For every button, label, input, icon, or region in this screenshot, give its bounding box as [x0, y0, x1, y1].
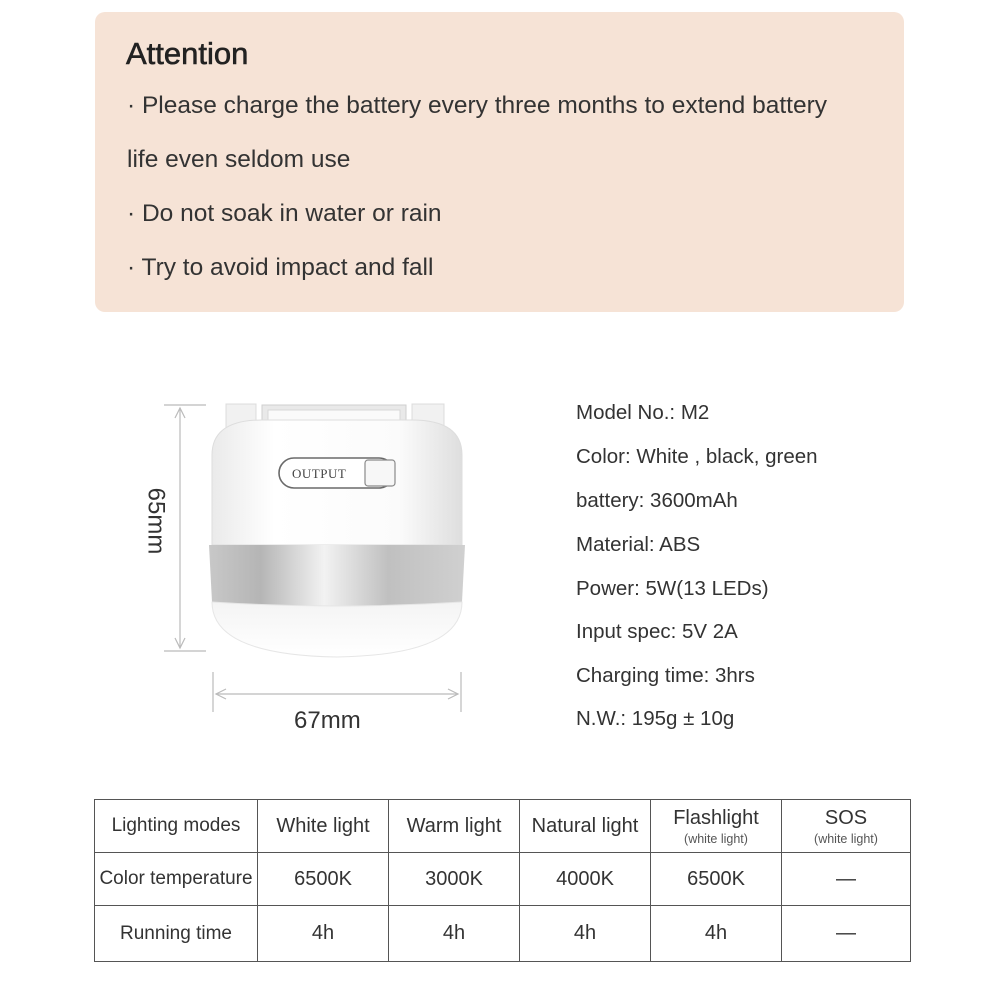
lamp-band: [209, 545, 465, 606]
lamp-dome: [212, 602, 462, 657]
mode-name: Natural light: [531, 814, 639, 837]
mode-note: (white light): [814, 831, 878, 846]
table-cell: —: [782, 906, 911, 962]
table-cell: 4h: [520, 906, 651, 962]
mode-cell: [258, 800, 389, 853]
height-label: 65mm: [142, 487, 170, 555]
mode-note: (white light): [684, 831, 748, 846]
spec-weight: N.W.: 195g ± 10g: [576, 707, 735, 730]
lighting-modes-table: [94, 799, 911, 962]
table-cell: 6500K: [258, 853, 389, 906]
row-label-running-time: Running time: [95, 906, 258, 962]
width-dimension-line: [213, 672, 461, 712]
spec-power: Power: 5W(13 LEDs): [576, 577, 769, 600]
table-cell: 4h: [651, 906, 782, 962]
table-cell: 4h: [389, 906, 520, 962]
mode-name: SOS: [824, 806, 868, 829]
table-cell: 3000K: [389, 853, 520, 906]
attention-line-1: · Please charge the battery every three months to extend battery: [127, 92, 827, 119]
spec-charging: Charging time: 3hrs: [576, 664, 755, 687]
row-label-lighting-modes: Lighting modes: [95, 800, 258, 853]
width-label: 67mm: [294, 707, 361, 734]
mode-name: Warm light: [406, 814, 502, 837]
spec-material: Material: ABS: [576, 533, 701, 556]
table-row: [95, 906, 911, 962]
table-cell: 4000K: [520, 853, 651, 906]
height-dimension-line: [164, 405, 206, 651]
table-cell: —: [782, 853, 911, 906]
table-row: [95, 853, 911, 906]
table-header-row: [95, 800, 911, 853]
attention-line-3: · Do not soak in water or rain: [127, 200, 442, 227]
mode-cell: [389, 800, 520, 853]
table-cell: 6500K: [651, 853, 782, 906]
attention-line-4: · Try to avoid impact and fall: [127, 254, 434, 281]
mode-cell: [520, 800, 651, 853]
table-cell: 4h: [258, 906, 389, 962]
spec-input: Input spec: 5V 2A: [576, 620, 738, 643]
spec-color: Color: White , black, green: [576, 445, 818, 468]
row-label-color-temperature: Color temperature: [95, 853, 258, 906]
attention-line-2: life even seldom use: [127, 146, 351, 173]
output-switch-label: OUTPUT: [292, 466, 347, 481]
spec-model: Model No.: M2: [576, 401, 710, 424]
mode-cell: [782, 800, 911, 853]
spec-battery: battery: 3600mAh: [576, 489, 738, 512]
attention-title: Attention: [126, 36, 249, 71]
mode-name: White light: [276, 814, 370, 837]
mode-name: Flashlight: [673, 806, 759, 829]
mode-cell: [651, 800, 782, 853]
